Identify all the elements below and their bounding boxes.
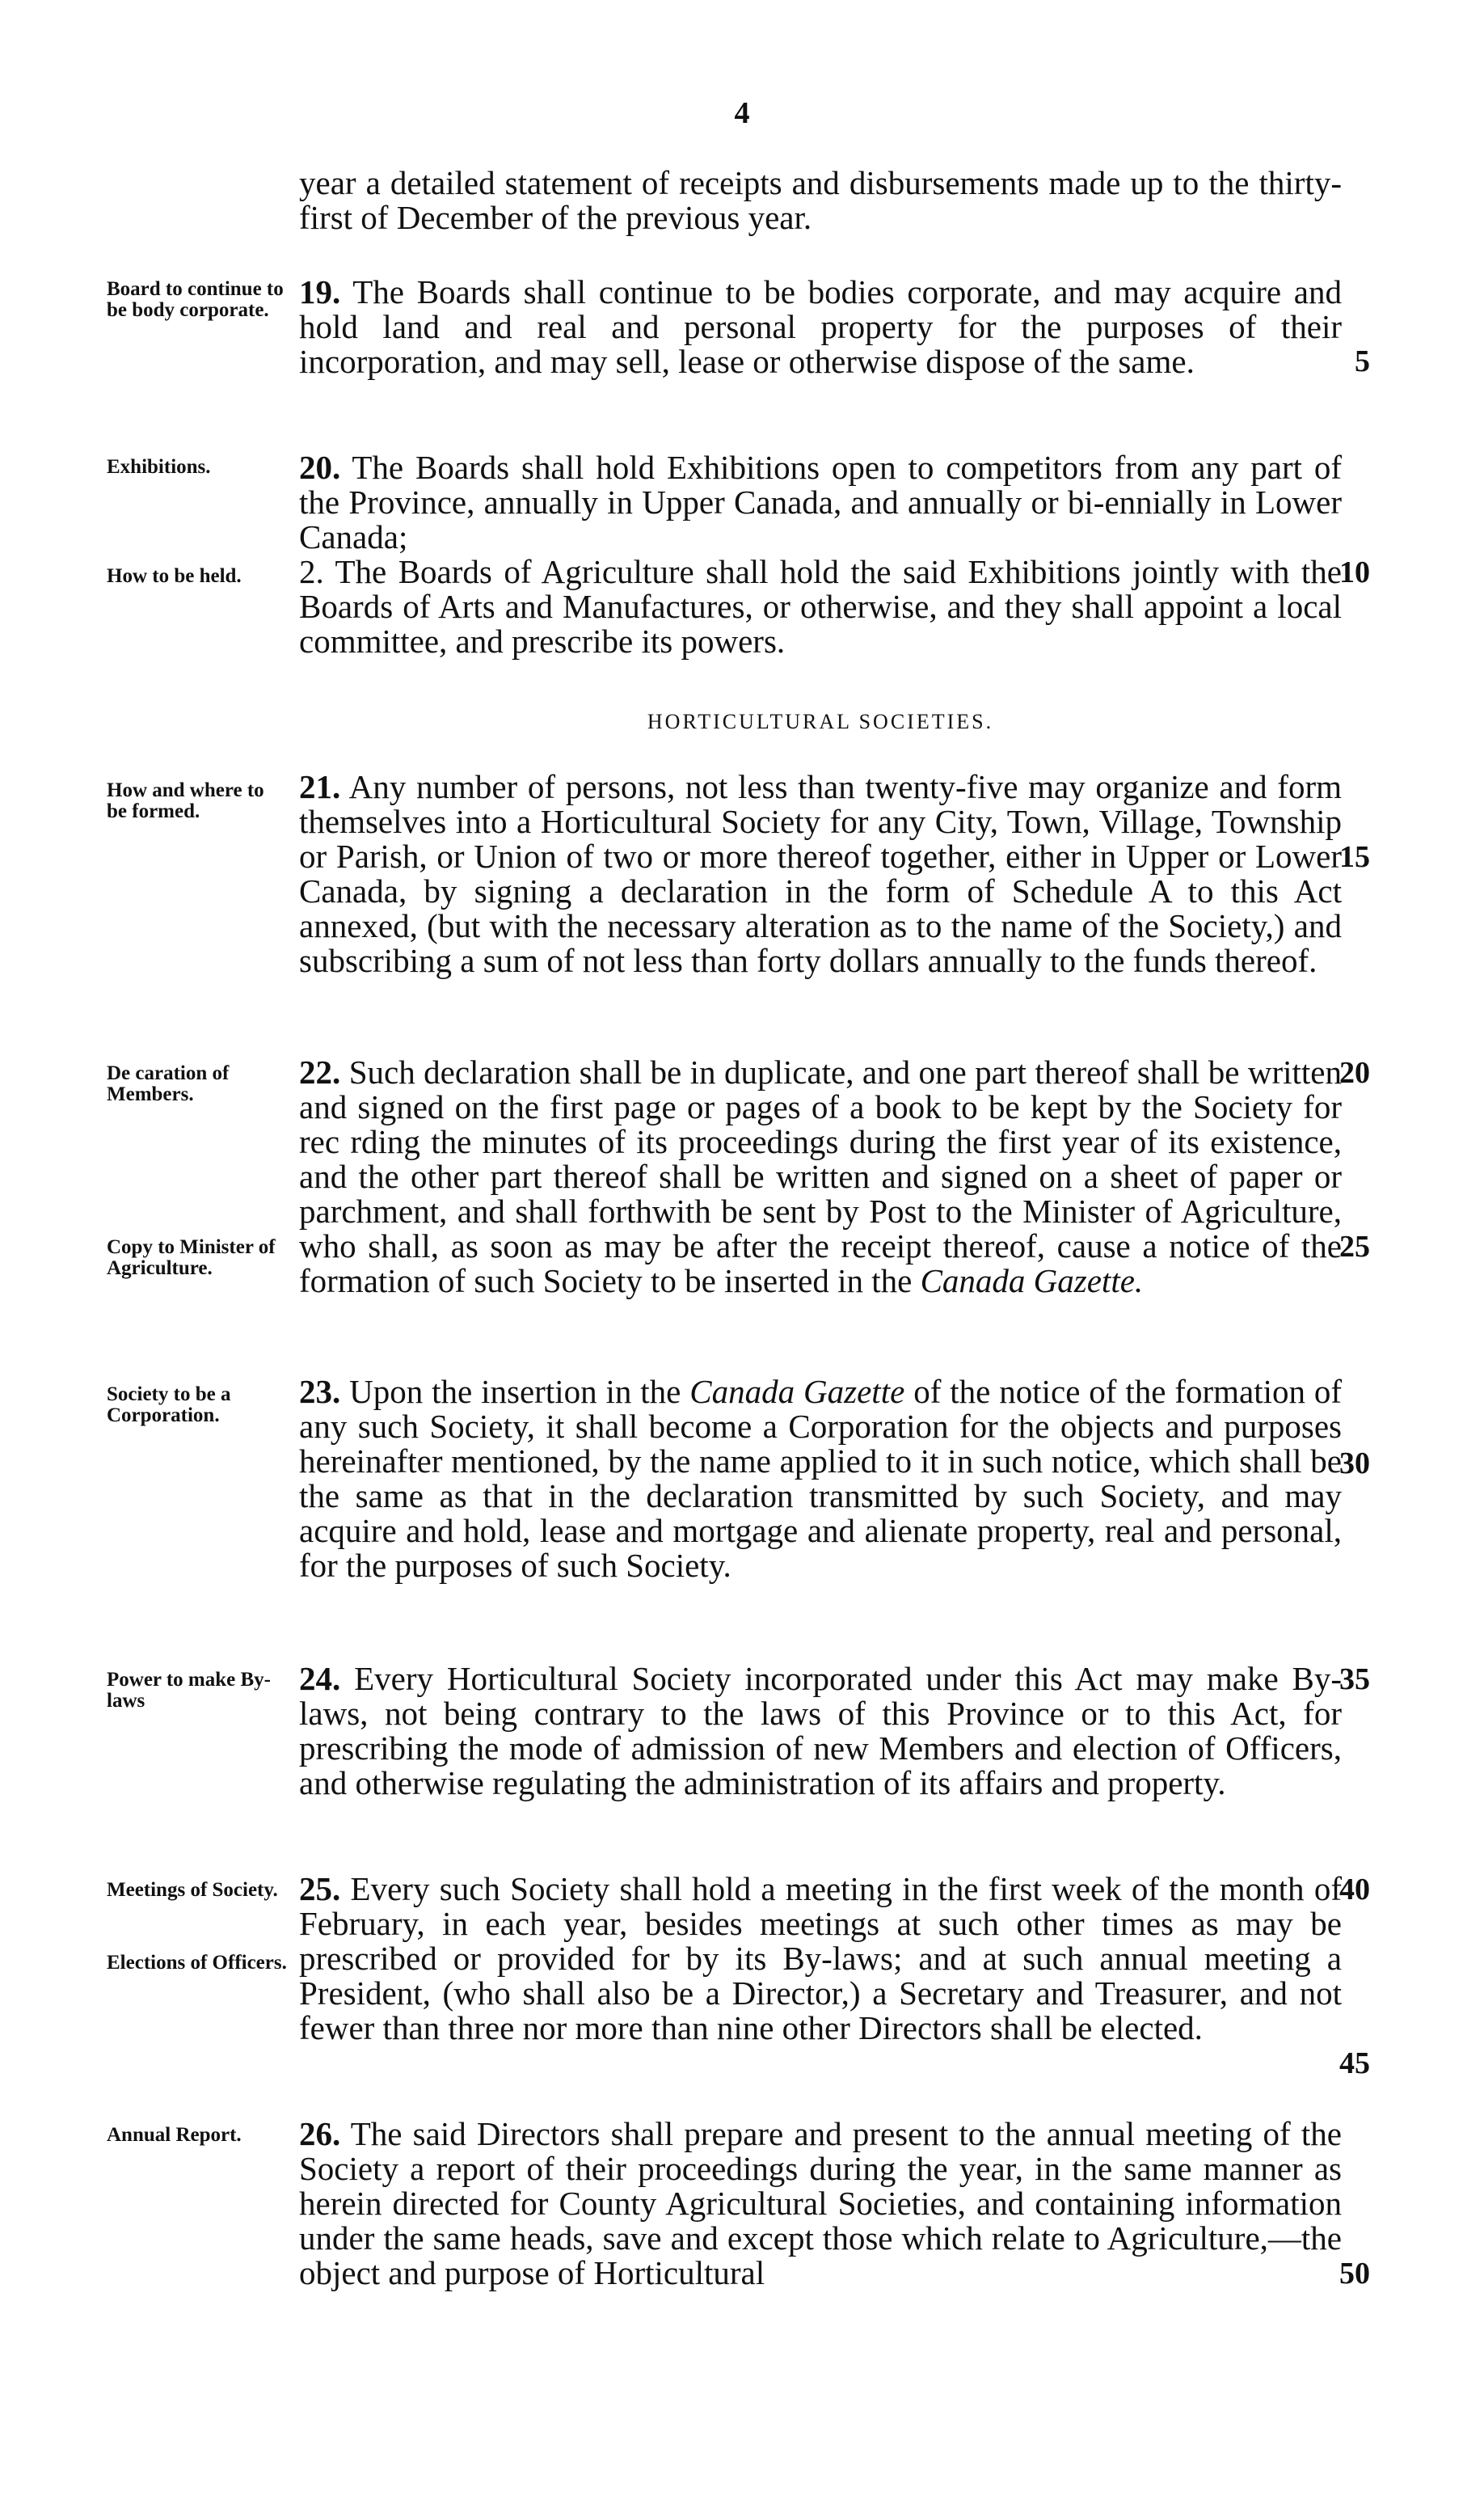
line-number: 40: [1339, 1873, 1370, 1907]
page-number: 4: [734, 96, 750, 130]
section-text: The said Directors shall prepare and present to the annual meeting of the Society a report of their proceedings during the year, in the same manner as herein directed for County Agricultural Societies, and containing information under the same heads, save and except those which relate to Agriculture,—the object and purpose of Horticultural: [299, 2115, 1342, 2291]
margin-note-board-body-corporate: Board to continue to be body corporate.: [107, 278, 284, 321]
margin-note-society-corporation: Society to be a Corporation.: [107, 1383, 231, 1426]
section-26: [299, 2117, 1342, 2291]
section-number: 24.: [299, 1660, 341, 1697]
line-number: 10: [1339, 555, 1370, 589]
section-text: The Boards shall hold Exhibitions open to competitors from any part of the Province, annually in Upper Canada, and annually or bi-ennially in Lower Canada;: [299, 449, 1342, 555]
section-text: Upon the insertion in the: [349, 1373, 681, 1410]
section-heading: HORTICULTURAL SOCIETIES.: [647, 710, 994, 733]
section-text: Every Horticultural Society incorporated under this Act may make By-laws, not being contrary to the laws of this Province or to this Act, for prescribing the mode of admission of new Members and election of Officers, and otherwise regulating the administration of its affairs and property.: [299, 1660, 1342, 1801]
line-number: 45: [1339, 2046, 1370, 2080]
margin-note-how-to-be-held: How to be held.: [107, 565, 242, 587]
section-19: [299, 275, 1342, 379]
section-text: Any number of persons, not less than twenty-five may organize and form themselves into a Horticultural Society for any City, Town, Village, Township or Parish, or Union of two or more thereof together, either in Upper or Lower Canada, by signing a declaration in the form of Schedule A to this Act annexed, (but with the necessary alteration as to the name of the Society,) and subscribing a sum of not less than forty dollars annually to the funds thereof.: [299, 768, 1342, 979]
margin-note-declaration: De caration of Members.: [107, 1062, 230, 1105]
section-number: 26.: [299, 2115, 341, 2152]
margin-note-copy-to-minister: Copy to Minister of Agriculture.: [107, 1236, 276, 1279]
line-number: 20: [1339, 1056, 1370, 1090]
line-number: 15: [1339, 840, 1370, 874]
section-number: 25.: [299, 1870, 341, 1907]
line-number: 50: [1339, 2257, 1370, 2291]
section-21: [299, 770, 1342, 978]
margin-note-annual-report: Annual Report.: [107, 2124, 242, 2146]
section-text: The Boards of Agriculture shall hold the said Exhibitions jointly with the Boards of Arts and Manufactures, or otherwise, and they shall appoint a local committee, and prescribe its powers.: [299, 553, 1342, 660]
section-20-subsection-2: [299, 555, 1342, 659]
section-25: [299, 1872, 1342, 2046]
line-number: 5: [1355, 344, 1370, 378]
italic-publication-name: Canada Gazette: [689, 1373, 905, 1410]
subsection-number: 2.: [299, 553, 324, 590]
section-20: [299, 450, 1342, 555]
section-number: 21.: [299, 768, 341, 805]
paragraph-text: year a detailed statement of receipts and disbursements made up to the thirty-first of December of the previous year.: [299, 164, 1342, 236]
section-number: 20.: [299, 449, 341, 486]
section-number: 19.: [299, 273, 341, 310]
section-22: [299, 1055, 1342, 1298]
section-text: Such declaration shall be in duplicate, and one part thereof shall be written and signed on the first page or pages of a book to be kept by the Society for rec rding the minutes of its proceedings during the first year of its existence, and the other part thereof shall be written and signed on a sheet of paper or parchment, and shall forthwith be sent by Post to the Minister of Agriculture, who shall, as soon as may be after the receipt thereof, cause a notice of the formation of such Society to be inserted in the: [299, 1054, 1343, 1299]
line-number: 30: [1339, 1446, 1370, 1480]
margin-note-elections: Elections of Officers.: [107, 1952, 287, 1974]
section-number: 22.: [299, 1054, 341, 1091]
section-24: [299, 1662, 1342, 1801]
section-text: Every such Society shall hold a meeting in the first week of the month of February, in each year, besides meetings at such other times as may be prescribed or provided for by its By-laws; and at such annual meeting a President, (who shall also be a Director,) a Secretary and Treasurer, and not fewer than three nor more than nine other Directors shall be elected.: [299, 1870, 1342, 2046]
section-23: [299, 1374, 1342, 1583]
section-text: The Boards shall continue to be bodies corporate, and may acquire and hold land and real and personal property for the purposes of their incorporation, and may sell, lease or otherwise dispose of the same.: [299, 273, 1342, 380]
margin-note-exhibitions: Exhibitions.: [107, 456, 211, 478]
line-number: 35: [1339, 1662, 1370, 1696]
line-number: 25: [1339, 1230, 1370, 1264]
margin-note-how-formed: How and where to be formed.: [107, 779, 264, 822]
margin-note-meetings: Meetings of Society.: [107, 1879, 278, 1901]
section-number: 23.: [299, 1373, 341, 1410]
section-text: of the notice of the formation of any such Society, it shall become a Corporation for the objects and purposes hereinafter mentioned, by the name applied to it in such notice, which shall be the same as that in the declaration transmitted by such Society, and may acquire and hold, lease and mortgage and alienate property, real and personal, for the purposes of such Society.: [299, 1373, 1343, 1584]
italic-publication-name: Canada Gazette.: [920, 1262, 1144, 1299]
paragraph-continuation: [299, 166, 1342, 235]
margin-note-power-bylaws: Power to make By-laws: [107, 1669, 271, 1712]
